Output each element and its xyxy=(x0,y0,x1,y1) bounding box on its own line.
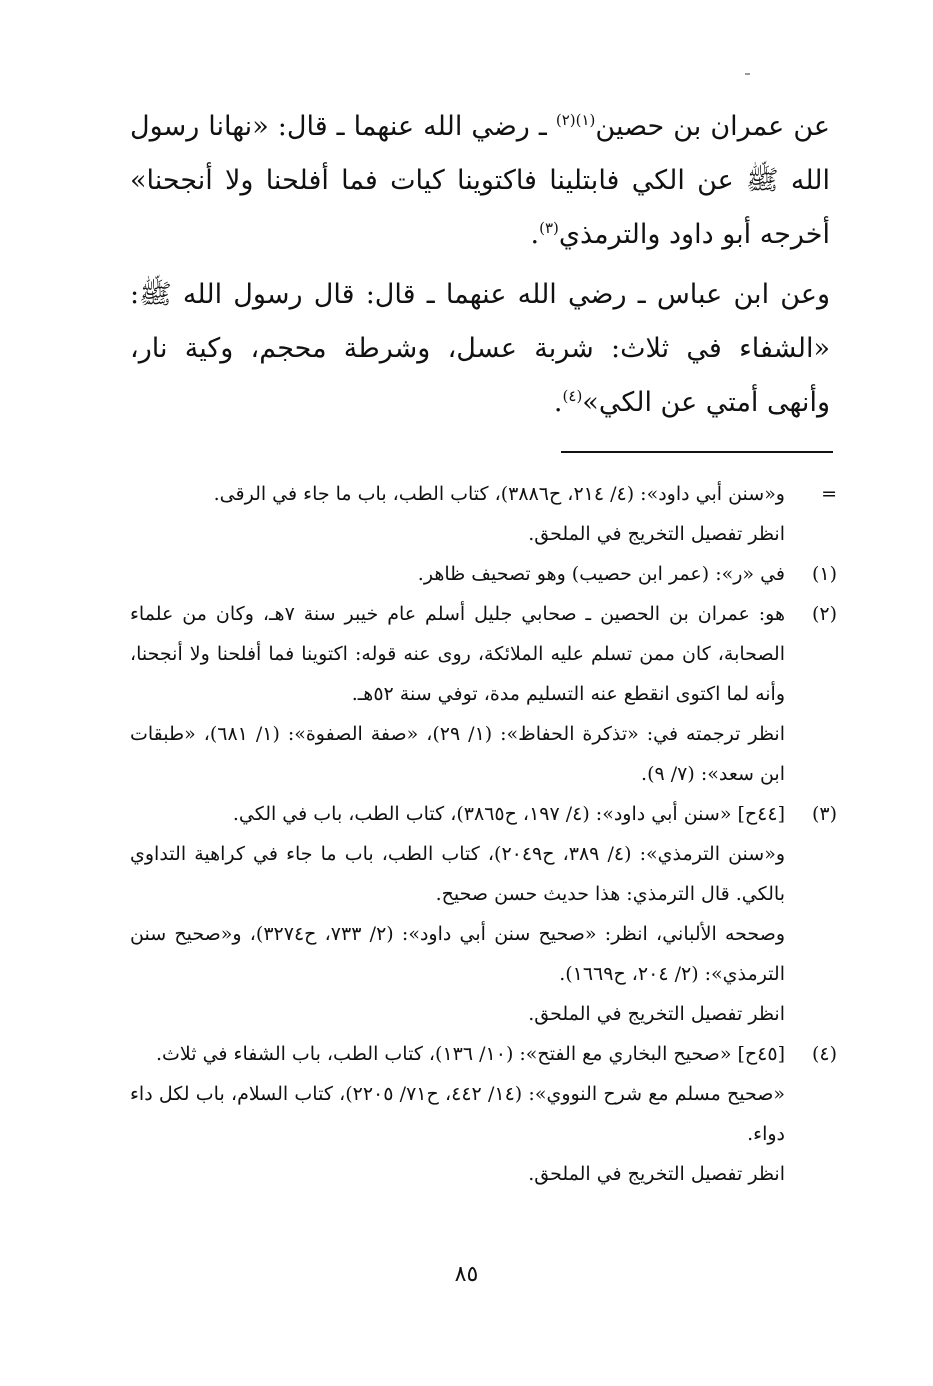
footnote-2 xyxy=(130,594,837,794)
main-text xyxy=(130,100,830,436)
footnote-line: انظر تفصيل التخريج في الملحق. xyxy=(528,1163,785,1185)
footnote-marker: = xyxy=(821,483,837,505)
footnote-line: وصححه الألباني، انظر: «صحيح سنن أبي داود»: (٢/ ٧٣٣، ح٣٢٧٤)، و«صحيح سنن الترمذي»: (٢/ ٢٠٤، ح١٦٦٩). xyxy=(130,923,786,985)
footnote-ref-4[interactable]: (٤) xyxy=(562,387,583,405)
footnotes xyxy=(130,474,837,1194)
paragraph-1 xyxy=(130,100,830,262)
footnote-line: انظر تفصيل التخريج في الملحق. xyxy=(528,1003,785,1025)
footnote-body xyxy=(130,794,785,1034)
footnote-line: انظر تفصيل التخريج في الملحق. xyxy=(528,523,785,545)
paragraph-1-text: عن عمران بن حصين xyxy=(595,111,830,142)
footnote-3 xyxy=(130,794,837,1034)
footnote-line: [٤٥ح] «صحيح البخاري مع الفتح»: (١٠/ ١٣٦)، كتاب الطب، باب الشفاء في ثلاث. xyxy=(155,1043,785,1065)
footnote-separator xyxy=(561,451,833,453)
paragraph-2-text: وعن ابن عباس ـ رضي الله عنهما ـ قال: قال رسول الله ﷺ: «الشفاء في ثلاث: شربة عسل، وشرطة محجم، وكية نار، وأنهى أمتي عن الكي» xyxy=(130,279,830,418)
footnote-continued xyxy=(130,474,837,554)
footnote-line: «صحيح مسلم مع شرح النووي»: (١٤/ ٤٤٢، ح٧١/ ٢٢٠٥)، كتاب السلام، باب لكل داء دواء. xyxy=(130,1083,786,1145)
footnote-line: انظر ترجمته في: «تذكرة الحفاظ»: (١/ ٢٩)، «صفة الصفوة»: (١/ ٦٨١)، «طبقات ابن سعد»: (٧/ ٩). xyxy=(130,723,785,785)
footnote-line: و«سنن الترمذي»: (٤/ ٣٨٩، ح٢٠٤٩)، كتاب الطب، باب ما جاء في كراهية التداوي بالكي. قال الترمذي: هذا حديث حسن صحيح. xyxy=(130,843,785,905)
footnote-body xyxy=(130,554,785,594)
footnote-line: [٤٤ح] «سنن أبي داود»: (٤/ ١٩٧، ح٣٨٦٥)، كتاب الطب، باب في الكي. xyxy=(232,803,785,825)
footnote-marker: (٤) xyxy=(811,1043,837,1065)
footnote-body xyxy=(130,1034,785,1194)
footnote-line: و«سنن أبي داود»: (٤/ ٢١٤، ح٣٨٨٦)، كتاب الطب، باب ما جاء في الرقى. xyxy=(213,483,785,505)
paragraph-2 xyxy=(130,268,830,430)
footnote-1 xyxy=(130,554,837,594)
footnote-line: في «ر»: (عمر ابن حصيب) وهو تصحيف ظاهر. xyxy=(417,563,785,585)
scan-speck xyxy=(745,73,750,75)
paragraph-1-body: ـ رضي الله عنهما ـ قال: «نهانا رسول الله ﷺ عن الكي فابتلينا فاكتوينا كيات فما أفلحنا ولا أنجحنا» أخرجه أبو داود والترمذي xyxy=(130,111,830,250)
footnote-marker: (٢) xyxy=(811,603,837,625)
paragraph-2-end: . xyxy=(553,387,563,418)
footnote-body xyxy=(130,594,785,794)
footnote-marker: (١) xyxy=(811,563,837,585)
footnote-body xyxy=(130,474,785,554)
paragraph-1-end: . xyxy=(530,219,540,250)
footnote-ref-3[interactable]: (٣) xyxy=(539,219,559,237)
footnote-line: هو: عمران بن الحصين ـ صحابي جليل أسلم عام خيبر سنة ٧هـ، وكان من علماء الصحابة، كان ممن تسلم عليه الملائكة، روى عنه قوله: اكتوينا فما أفلحنا ولا أنجحنا، وأنه لما اكتوى انقطع عنه التسليم مدة، توفي سنة ٥٢هـ. xyxy=(130,603,786,705)
footnote-ref-2[interactable]: (٢) xyxy=(555,111,576,129)
footnote-4 xyxy=(130,1034,837,1194)
footnote-ref-1[interactable]: (١) xyxy=(575,111,596,129)
page-number: ٨٥ xyxy=(454,1262,479,1287)
footnote-marker: (٣) xyxy=(811,803,837,825)
